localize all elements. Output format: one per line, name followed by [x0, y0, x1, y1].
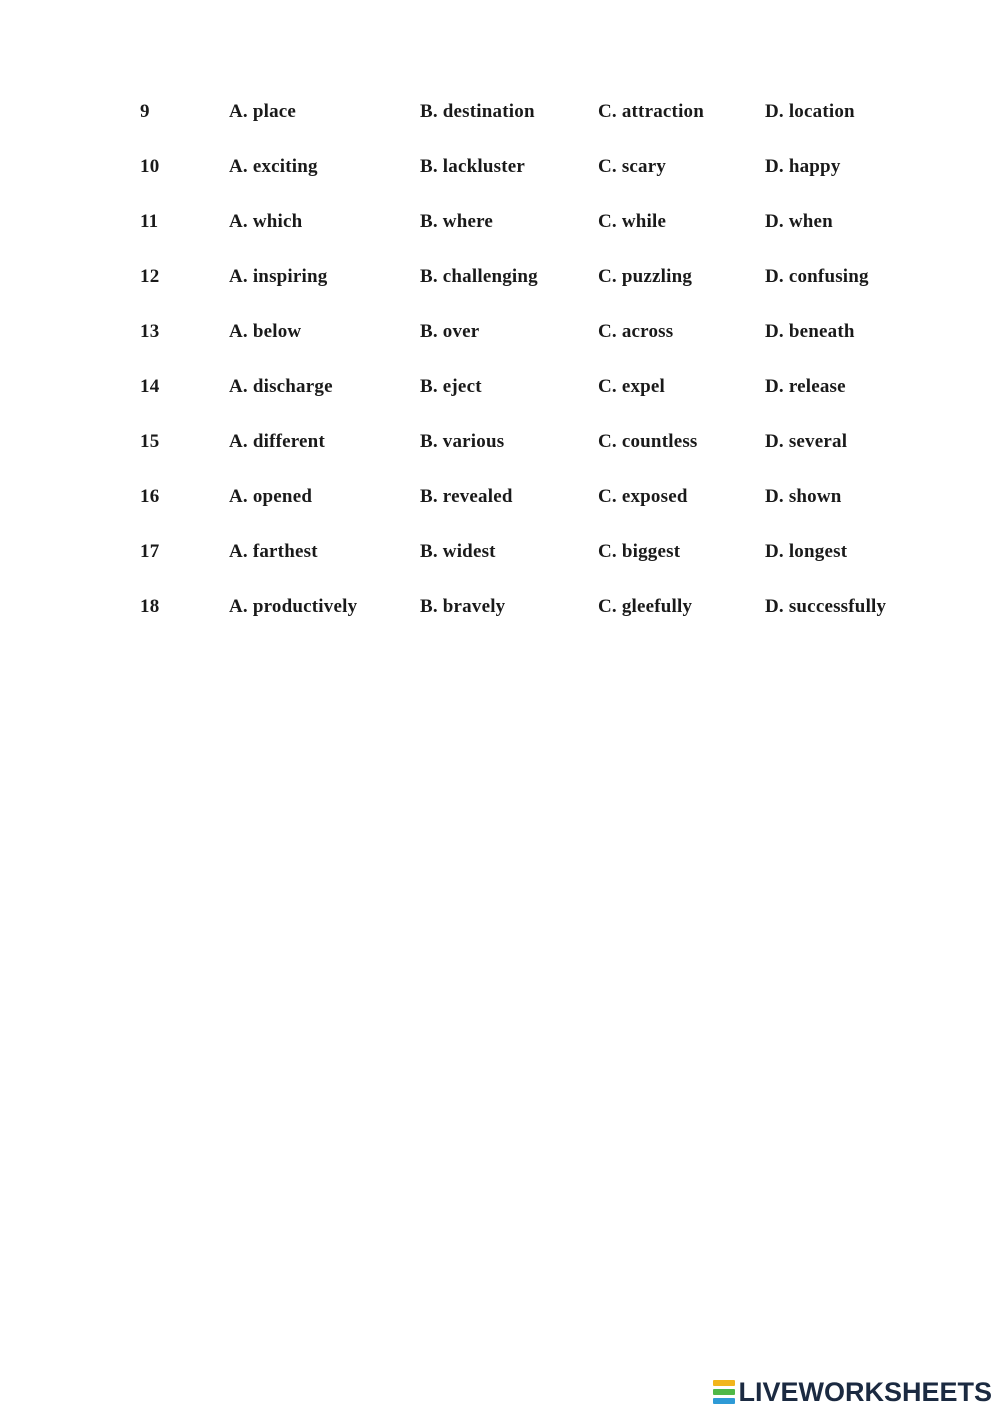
question-row	[140, 538, 960, 593]
option-d: D. when	[765, 211, 833, 232]
option-d: D. happy	[765, 156, 841, 177]
option-a: A. discharge	[229, 376, 333, 397]
option-d: D. shown	[765, 486, 842, 507]
question-number: 16	[140, 486, 160, 507]
logo-bar	[713, 1398, 735, 1404]
option-d: D. beneath	[765, 321, 855, 342]
option-a: A. farthest	[229, 541, 318, 562]
option-c: C. expel	[598, 376, 666, 397]
option-d: D. successfully	[765, 596, 887, 617]
option-b: B. lackluster	[420, 156, 525, 177]
question-number: 18	[140, 596, 160, 617]
logo-bar	[713, 1389, 735, 1395]
question-number: 17	[140, 541, 160, 562]
option-c: C. scary	[598, 156, 667, 177]
question-row	[140, 208, 960, 263]
option-a: A. below	[229, 321, 302, 342]
question-row	[140, 593, 960, 648]
option-c: C. puzzling	[598, 266, 693, 287]
question-number: 15	[140, 431, 160, 452]
liveworksheets-logo-icon	[713, 1380, 735, 1404]
option-a: A. opened	[229, 486, 313, 507]
option-b: B. bravely	[420, 596, 506, 617]
option-b: B. over	[420, 321, 480, 342]
option-c: C. across	[598, 321, 674, 342]
option-c: C. exposed	[598, 486, 688, 507]
option-b: B. eject	[420, 376, 482, 397]
question-row	[140, 373, 960, 428]
question-number: 10	[140, 156, 160, 177]
option-b: B. various	[420, 431, 505, 452]
question-row	[140, 483, 960, 538]
option-a: A. exciting	[229, 156, 318, 177]
question-list	[140, 98, 960, 648]
option-b: B. revealed	[420, 486, 513, 507]
option-a: A. which	[229, 211, 303, 232]
question-row	[140, 98, 960, 153]
liveworksheets-brand[interactable]	[713, 1377, 992, 1407]
option-c: C. countless	[598, 431, 698, 452]
option-d: D. release	[765, 376, 846, 397]
question-row	[140, 428, 960, 483]
option-b: B. destination	[420, 101, 535, 122]
option-b: B. widest	[420, 541, 496, 562]
option-d: D. several	[765, 431, 848, 452]
option-c: C. biggest	[598, 541, 681, 562]
question-row	[140, 263, 960, 318]
option-b: B. challenging	[420, 266, 538, 287]
question-number: 11	[140, 211, 159, 232]
question-number: 13	[140, 321, 160, 342]
option-d: D. location	[765, 101, 855, 122]
option-d: D. longest	[765, 541, 848, 562]
question-row	[140, 153, 960, 208]
option-c: C. attraction	[598, 101, 705, 122]
option-c: C. gleefully	[598, 596, 693, 617]
option-a: A. different	[229, 431, 325, 452]
option-d: D. confusing	[765, 266, 869, 287]
question-row	[140, 318, 960, 373]
brand-wordmark: LIVEWORKSHEETS	[738, 1377, 992, 1407]
option-a: A. place	[229, 101, 297, 122]
question-number: 12	[140, 266, 160, 287]
option-a: A. productively	[229, 596, 358, 617]
question-number: 14	[140, 376, 160, 397]
logo-bar	[713, 1380, 735, 1386]
option-b: B. where	[420, 211, 494, 232]
question-number: 9	[140, 101, 150, 122]
option-c: C. while	[598, 211, 667, 232]
option-a: A. inspiring	[229, 266, 328, 287]
